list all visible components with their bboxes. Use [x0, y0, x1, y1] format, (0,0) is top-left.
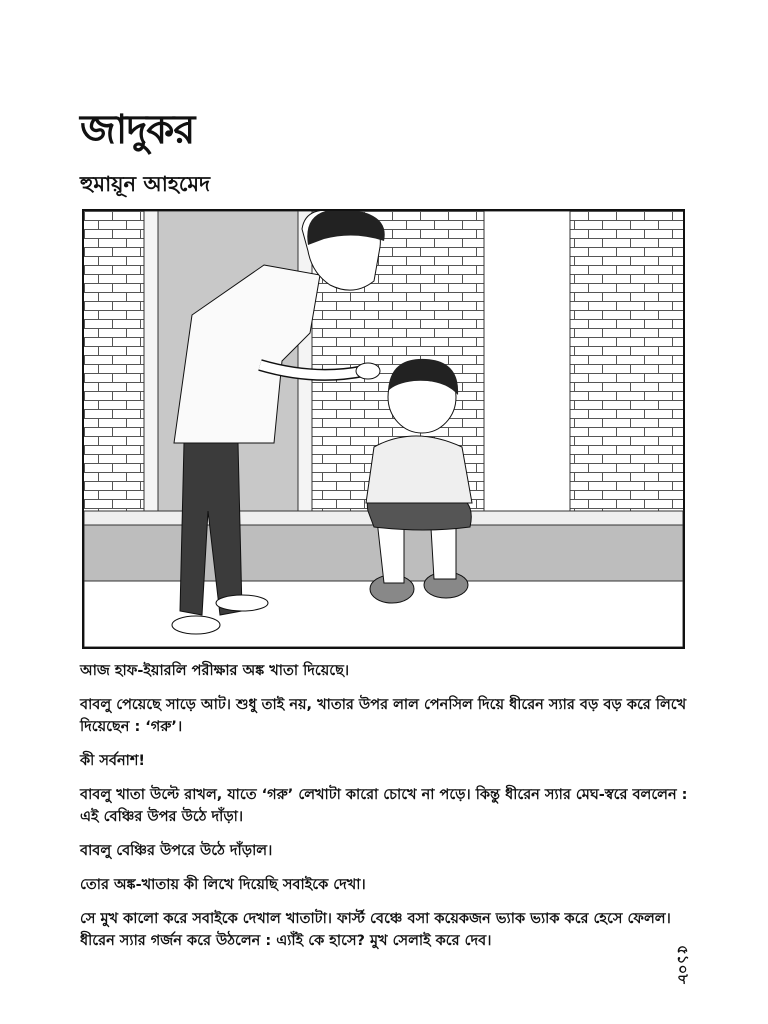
paragraph-4: বাবলু খাতা উল্টে রাখল, যাতে ‘গরু’ লেখাটা কারো চোখে না পড়ে। কিন্তু ধীরেন স্যার মেঘ-স্বরে বললেন : এই বেঞ্চির উপর উঠে দাঁড়া।: [80, 787, 688, 825]
page-number: ৫১০৮: [674, 945, 692, 984]
brick-wall-left: [84, 211, 144, 511]
paragraph-7: সে মুখ কালো করে সবাইকে দেখাল খাতাটা। ফার্স্ট বেঞ্চে বসা কয়েকজন ভ্যাক ভ্যাক করে হেসে ফেলল। ধীরেন স্যার গর্জন করে উঠলেন : এ্যাঁই কে হাসে? মুখ সেলাই করে দেব।: [80, 911, 671, 949]
paragraph-6: তোর অঙ্ক-খাতায় কী লিখে দিয়েছি সবাইকে দেখা।: [80, 877, 366, 893]
story-body: [80, 660, 690, 964]
paragraph-3: কী সর্বনাশ!: [80, 753, 146, 769]
story-author: হুমায়ূন আহমেদ: [80, 172, 211, 196]
teacher-and-boy-illustration: [82, 209, 685, 649]
paragraph-2: বাবলু পেয়েছে সাড়ে আট। শুধু তাই নয়, খাতার উপর লাল পেনসিল দিয়ে ধীরেন স্যার বড় বড় করে লিখে দিয়েছেন : ‘গরু’।: [80, 697, 687, 735]
brick-wall-right: [570, 211, 683, 511]
paragraph-5: বাবলু বেঞ্চির উপরে উঠে দাঁড়াল।: [80, 843, 273, 859]
paragraph-1: আজ হাফ-ইয়ারলি পরীক্ষার অঙ্ক খাতা দিয়েছে।: [80, 663, 350, 679]
story-title: জাদুকর: [80, 107, 195, 153]
